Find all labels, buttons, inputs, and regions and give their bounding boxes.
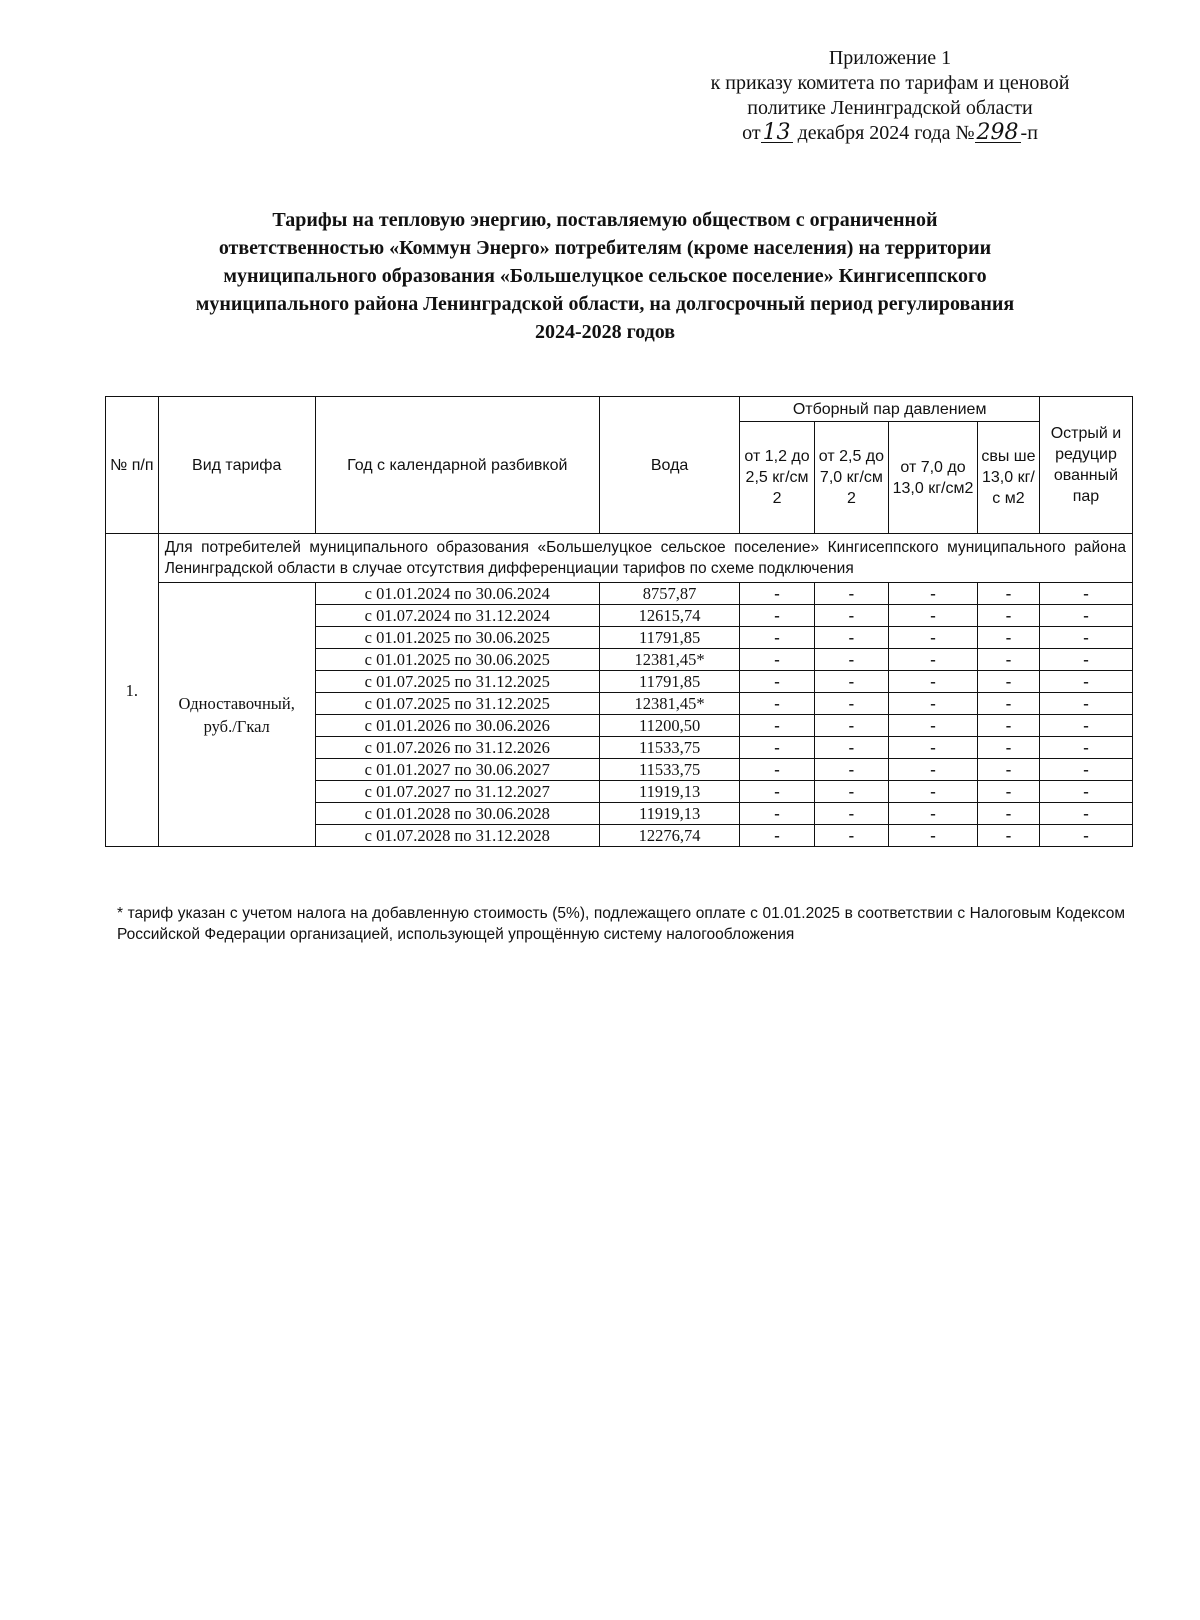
empty-value-cell: - — [977, 737, 1039, 759]
water-tariff-cell: 11919,13 — [599, 803, 740, 825]
empty-value-cell: - — [889, 671, 978, 693]
empty-value-cell: - — [1039, 649, 1132, 671]
empty-value-cell: - — [977, 715, 1039, 737]
header-water: Вода — [599, 397, 740, 534]
empty-value-cell: - — [1039, 583, 1132, 605]
empty-value-cell: - — [740, 737, 814, 759]
water-tariff-cell: 11919,13 — [599, 781, 740, 803]
empty-value-cell: - — [1039, 803, 1132, 825]
empty-value-cell: - — [889, 759, 978, 781]
water-tariff-cell: 12381,45* — [599, 649, 740, 671]
empty-value-cell: - — [740, 803, 814, 825]
title-line-2: ответственностью «Коммун Энерго» потребителям (кроме населения) на территории — [218, 237, 992, 259]
header-sharp-steam: Острый и редуцир ованный пар — [1039, 397, 1132, 534]
header-num: № п/п — [106, 397, 159, 534]
water-tariff-cell: 11200,50 — [599, 715, 740, 737]
empty-value-cell: - — [814, 759, 888, 781]
empty-value-cell: - — [814, 781, 888, 803]
water-tariff-cell: 8757,87 — [599, 583, 740, 605]
tariffs-table — [105, 396, 1133, 847]
empty-value-cell: - — [1039, 715, 1132, 737]
period-cell: с 01.07.2024 по 31.12.2024 — [315, 605, 599, 627]
empty-value-cell: - — [977, 759, 1039, 781]
appendix-date-line — [640, 121, 1140, 146]
empty-value-cell: - — [977, 781, 1039, 803]
water-tariff-cell: 11791,85 — [599, 627, 740, 649]
empty-value-cell: - — [977, 825, 1039, 847]
header-steam-group: Отборный пар давлением — [740, 397, 1040, 422]
header-pressure-2: от 2,5 до 7,0 кг/см 2 — [814, 422, 888, 534]
empty-value-cell: - — [1039, 627, 1132, 649]
title-line-3: муниципального образования «Большелуцкое сельское поселение» Кингисеппского — [223, 265, 987, 287]
period-cell: с 01.07.2027 по 31.12.2027 — [315, 781, 599, 803]
period-cell: с 01.07.2025 по 31.12.2025 — [315, 693, 599, 715]
empty-value-cell: - — [1039, 781, 1132, 803]
water-tariff-cell: 12615,74 — [599, 605, 740, 627]
period-cell: с 01.01.2026 по 30.06.2026 — [315, 715, 599, 737]
date-text: декабря 2024 года № — [797, 122, 975, 144]
empty-value-cell: - — [814, 715, 888, 737]
empty-value-cell: - — [740, 781, 814, 803]
empty-value-cell: - — [889, 803, 978, 825]
empty-value-cell: - — [977, 803, 1039, 825]
empty-value-cell: - — [814, 825, 888, 847]
empty-value-cell: - — [814, 803, 888, 825]
consumer-group-description: Для потребителей муниципального образования «Большелуцкое сельское поселение» Кингисеппского муниципального района Ленинградской области в случае отсутствия дифференциации тарифов по схеме подключения — [158, 534, 1132, 583]
empty-value-cell: - — [740, 583, 814, 605]
empty-value-cell: - — [1039, 759, 1132, 781]
empty-value-cell: - — [889, 715, 978, 737]
empty-value-cell: - — [740, 605, 814, 627]
period-cell: с 01.07.2025 по 31.12.2025 — [315, 671, 599, 693]
appendix-title: Приложение 1 — [828, 47, 952, 69]
header-period: Год с календарной разбивкой — [315, 397, 599, 534]
handwritten-day: 13 — [762, 120, 791, 145]
empty-value-cell: - — [889, 693, 978, 715]
water-tariff-cell: 12381,45* — [599, 693, 740, 715]
empty-value-cell: - — [740, 627, 814, 649]
empty-value-cell: - — [814, 671, 888, 693]
empty-value-cell: - — [740, 825, 814, 847]
empty-value-cell: - — [814, 649, 888, 671]
empty-value-cell: - — [814, 627, 888, 649]
appendix-authority: политике Ленинградской области — [747, 97, 1033, 119]
water-tariff-cell: 11533,75 — [599, 759, 740, 781]
empty-value-cell: - — [740, 759, 814, 781]
empty-value-cell: - — [977, 671, 1039, 693]
row-number: 1. — [106, 534, 159, 847]
order-suffix: -п — [1020, 122, 1038, 144]
empty-value-cell: - — [740, 715, 814, 737]
empty-value-cell: - — [977, 649, 1039, 671]
empty-value-cell: - — [740, 649, 814, 671]
empty-value-cell: - — [1039, 605, 1132, 627]
table-row — [106, 583, 1133, 605]
document-title — [80, 206, 1130, 346]
header-row-1 — [106, 397, 1133, 422]
period-cell: с 01.07.2028 по 31.12.2028 — [315, 825, 599, 847]
title-line-1: Тарифы на тепловую энергию, поставляемую обществом с ограниченной — [272, 209, 938, 231]
empty-value-cell: - — [740, 693, 814, 715]
period-cell: с 01.01.2025 по 30.06.2025 — [315, 649, 599, 671]
period-cell: с 01.01.2027 по 30.06.2027 — [315, 759, 599, 781]
header-pressure-4: свы ше 13,0 кг/с м2 — [977, 422, 1039, 534]
empty-value-cell: - — [814, 583, 888, 605]
empty-value-cell: - — [977, 583, 1039, 605]
header-pressure-3: от 7,0 до 13,0 кг/см2 — [889, 422, 978, 534]
water-tariff-cell: 11533,75 — [599, 737, 740, 759]
title-line-5: 2024-2028 годов — [534, 321, 676, 343]
period-cell: с 01.01.2025 по 30.06.2025 — [315, 627, 599, 649]
water-tariff-cell: 12276,74 — [599, 825, 740, 847]
period-cell: с 01.01.2028 по 30.06.2028 — [315, 803, 599, 825]
empty-value-cell: - — [1039, 693, 1132, 715]
empty-value-cell: - — [889, 605, 978, 627]
water-tariff-cell: 11791,85 — [599, 671, 740, 693]
empty-value-cell: - — [977, 605, 1039, 627]
handwritten-order-number: 298 — [976, 120, 1019, 145]
empty-value-cell: - — [814, 693, 888, 715]
tariff-type-label: Одноставочный, руб./Гкал — [158, 583, 315, 847]
period-cell: с 01.01.2024 по 30.06.2024 — [315, 583, 599, 605]
empty-value-cell: - — [814, 605, 888, 627]
empty-value-cell: - — [1039, 671, 1132, 693]
date-prefix: от — [742, 122, 761, 144]
empty-value-cell: - — [889, 583, 978, 605]
group-row — [106, 534, 1133, 583]
period-cell: с 01.07.2026 по 31.12.2026 — [315, 737, 599, 759]
empty-value-cell: - — [889, 781, 978, 803]
appendix-order-ref: к приказу комитета по тарифам и ценовой — [710, 72, 1070, 94]
empty-value-cell: - — [814, 737, 888, 759]
empty-value-cell: - — [889, 627, 978, 649]
header-pressure-1: от 1,2 до 2,5 кг/см 2 — [740, 422, 814, 534]
empty-value-cell: - — [1039, 737, 1132, 759]
empty-value-cell: - — [889, 649, 978, 671]
table-body — [106, 534, 1133, 847]
empty-value-cell: - — [1039, 825, 1132, 847]
empty-value-cell: - — [740, 671, 814, 693]
title-line-4: муниципального района Ленинградской области, на долгосрочный период регулирования — [195, 293, 1015, 315]
empty-value-cell: - — [889, 737, 978, 759]
empty-value-cell: - — [977, 693, 1039, 715]
empty-value-cell: - — [889, 825, 978, 847]
empty-value-cell: - — [977, 627, 1039, 649]
appendix-header — [640, 46, 1140, 146]
header-tariff-type: Вид тарифа — [158, 397, 315, 534]
footnote: * тариф указан с учетом налога на добавленную стоимость (5%), подлежащего оплате с 01.01.2025 в соответствии с Налоговым Кодексом Российской Федерации организацией, использующей упрощённую систему налогообложения — [117, 905, 1125, 943]
